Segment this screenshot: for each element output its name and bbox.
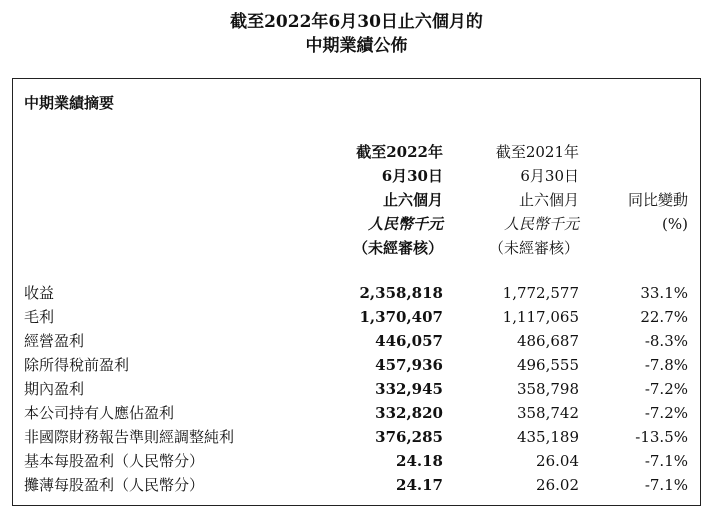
header-2021-line2: 6月30日 — [520, 167, 579, 185]
header-change-unit: (%) — [662, 215, 688, 233]
row-label: 除所得稅前盈利 — [24, 356, 130, 374]
document-title-line2: 中期業績公佈 — [305, 36, 408, 56]
value-2021: 486,687 — [516, 332, 579, 350]
row-label: 基本每股盈利（人民幣分） — [24, 452, 205, 470]
header-2022-line3: 止六個月 — [382, 191, 443, 209]
row-label: 毛利 — [24, 308, 55, 326]
value-2022: 24.18 — [396, 452, 443, 470]
value-2021: 358,742 — [516, 404, 579, 422]
change-pct: -8.3% — [644, 332, 688, 350]
header-2022-audit: （未經審核） — [352, 239, 443, 257]
value-2021: 1,117,065 — [502, 308, 579, 326]
table-row — [0, 353, 713, 377]
row-label: 收益 — [24, 284, 55, 302]
table-row — [0, 329, 713, 353]
header-col-2021 — [489, 140, 579, 260]
table-row — [0, 401, 713, 425]
header-2021-currency: 人民幣千元 — [503, 215, 579, 233]
value-2021: 26.04 — [536, 452, 579, 470]
value-2021: 358,798 — [516, 380, 579, 398]
table-row — [0, 305, 713, 329]
value-2021: 26.02 — [536, 476, 579, 494]
row-label: 本公司持有人應佔盈利 — [24, 404, 175, 422]
row-label: 攤薄每股盈利（人民幣分） — [24, 476, 205, 494]
header-2021-line3: 止六個月 — [518, 191, 579, 209]
table-row — [0, 377, 713, 401]
change-pct: -7.1% — [644, 452, 688, 470]
table-row — [0, 473, 713, 497]
change-pct: -7.1% — [644, 476, 688, 494]
header-2022-line2: 6月30日 — [381, 167, 443, 185]
header-2021-line1: 截至2021年 — [495, 143, 579, 161]
value-2021: 496,555 — [516, 356, 579, 374]
row-label: 非國際財務報告準則經調整純利 — [24, 428, 235, 446]
row-label: 期內盈利 — [24, 380, 85, 398]
header-2022-currency: 人民幣千元 — [367, 215, 443, 233]
section-title: 中期業績摘要 — [24, 94, 115, 112]
summary-rows — [0, 281, 713, 497]
change-pct: -13.5% — [635, 428, 688, 446]
row-label: 經營盈利 — [24, 332, 85, 350]
value-2022: 24.17 — [396, 476, 443, 494]
header-change-line1: 同比變動 — [627, 191, 688, 209]
value-2022: 2,358,818 — [359, 284, 443, 302]
header-2022-line1: 截至2022年 — [356, 143, 443, 161]
value-2022: 332,945 — [375, 380, 443, 398]
value-2022: 332,820 — [375, 404, 443, 422]
value-2022: 376,285 — [375, 428, 443, 446]
change-pct: 22.7% — [640, 308, 688, 326]
value-2022: 446,057 — [375, 332, 443, 350]
change-pct: -7.2% — [644, 404, 688, 422]
table-row — [0, 449, 713, 473]
value-2021: 1,772,577 — [502, 284, 579, 302]
value-2022: 1,370,407 — [359, 308, 443, 326]
value-2022: 457,936 — [375, 356, 443, 374]
document-title-line1: 截至2022年6月30日止六個月的 — [230, 12, 483, 32]
table-row — [0, 281, 713, 305]
value-2021: 435,189 — [516, 428, 579, 446]
change-pct: -7.8% — [644, 356, 688, 374]
change-pct: 33.1% — [640, 284, 688, 302]
table-row — [0, 425, 713, 449]
header-2021-audit: （未經審核） — [488, 239, 579, 257]
change-pct: -7.2% — [644, 380, 688, 398]
header-col-change — [628, 188, 688, 236]
header-col-2022 — [353, 140, 443, 260]
